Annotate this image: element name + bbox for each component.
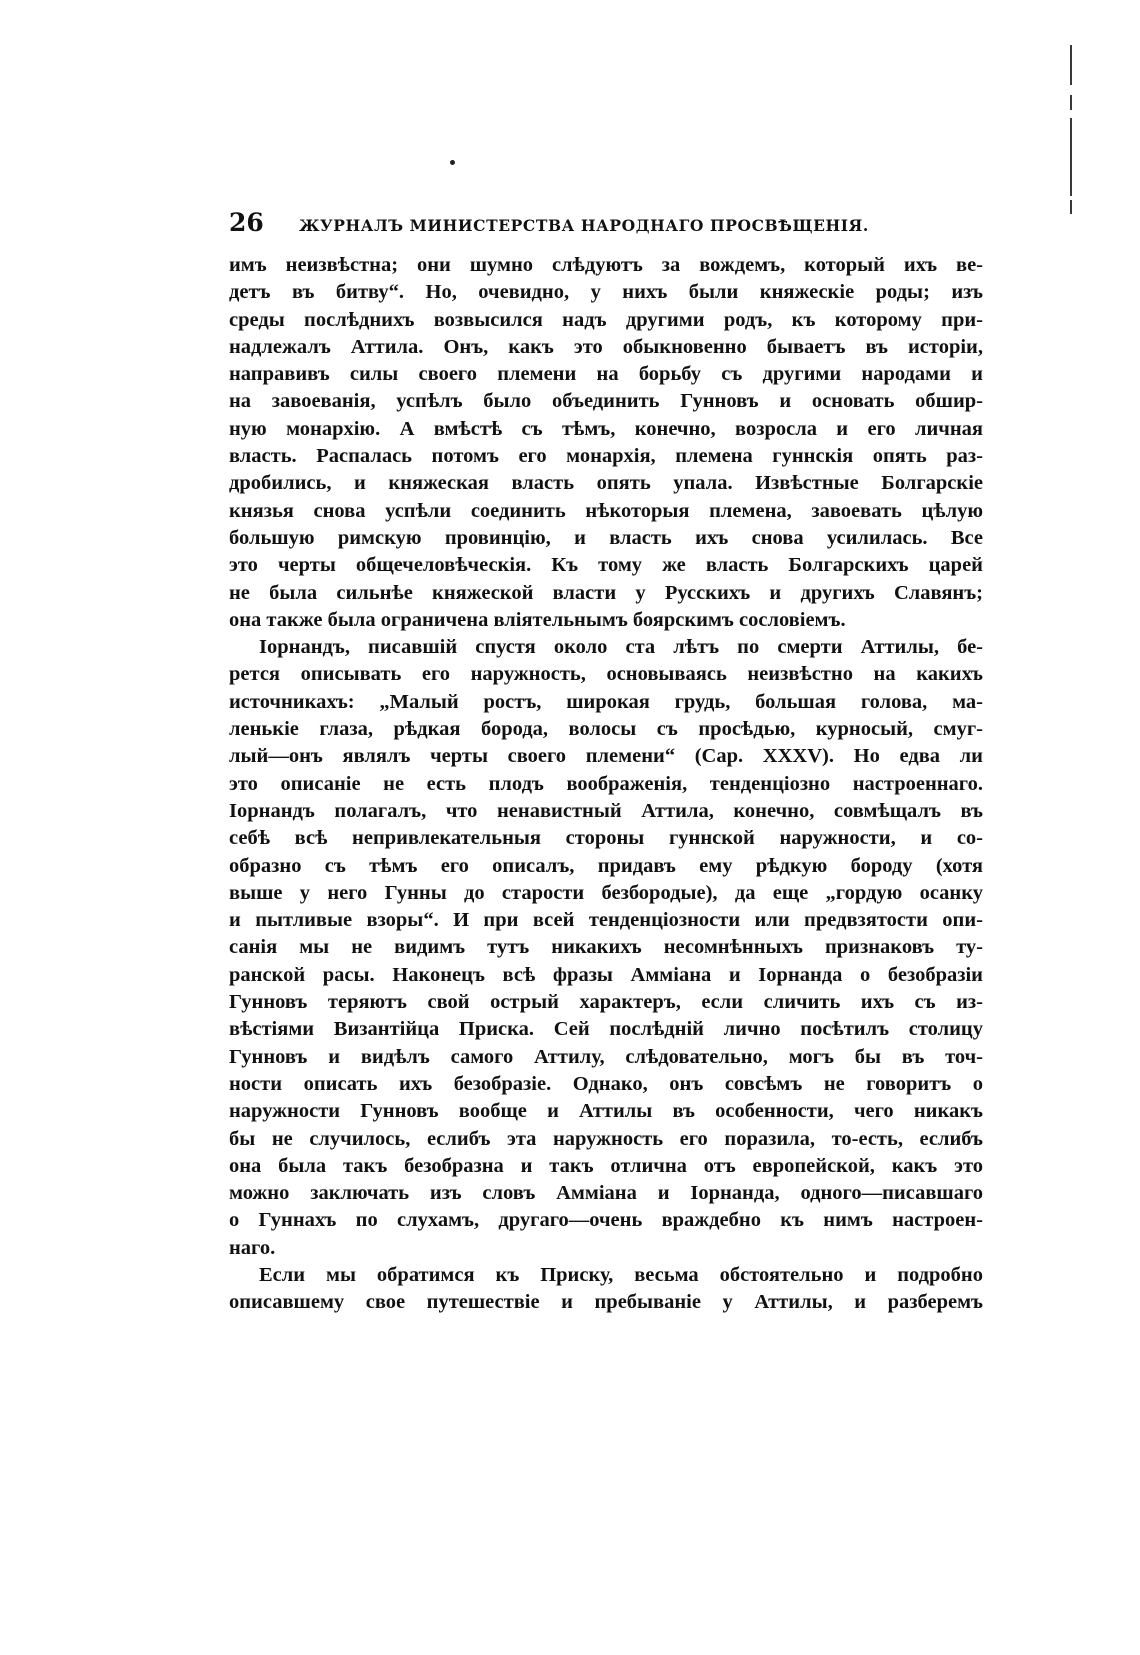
scan-edge-line (1070, 45, 1072, 85)
text-line: лый—онъ являлъ черты своего племени“ (Cap. XXXV). Но едва ли (229, 745, 983, 768)
text-line: о Гуннахъ по слухамъ, другаго—очень враждебно къ нимъ настроен- (229, 1209, 983, 1232)
text-line: Іорнандъ полагалъ, что ненавистный Аттила, конечно, совмѣщалъ въ (229, 799, 983, 822)
text-line: не была сильнѣе княжеской власти у Русскихъ и другихъ Славянъ; (229, 581, 983, 604)
text-line: большую римскую провинцію, и власть ихъ снова усилилась. Все (229, 526, 983, 549)
body-text (229, 252, 983, 1317)
scan-edge-line (1070, 118, 1072, 196)
page-number: 26 (229, 208, 264, 237)
text-line: наружности Гунновъ вообще и Аттилы въ особенности, чего никакъ (229, 1100, 983, 1123)
text-line: ранской расы. Наконецъ всѣ фразы Амміана и Іорнанда о безобразіи (229, 963, 983, 986)
text-line: дробились, и княжеская власть опять упала. Извѣстные Болгарскіе (229, 472, 983, 495)
text-line: вѣстіями Византійца Приска. Сей послѣдній лично посѣтилъ столицу (229, 1018, 983, 1041)
text-line: это описаніе не есть плодъ воображенія, тенденціозно настроеннаго. (229, 772, 983, 795)
text-line: ности описать ихъ безобразіе. Однако, онъ совсѣмъ не говоритъ о (229, 1072, 983, 1095)
text-line: источникахъ: „Малый ростъ, широкая грудь, большая голова, ма- (229, 690, 983, 713)
text-line: она также была ограничена вліятельнымъ боярскимъ сословіемъ. (229, 608, 846, 631)
text-line: себѣ всѣ непривлекательныя стороны гуннской наружности, и со- (229, 827, 983, 850)
text-line: санія мы не видимъ тутъ никакихъ несомнѣнныхъ признаковъ ту- (229, 936, 983, 959)
text-line: Гунновъ теряютъ свой острый характеръ, если сличить ихъ съ из- (229, 991, 983, 1014)
text-line: имъ неизвѣстна; они шумно слѣдуютъ за вождемъ, который ихъ ве- (229, 254, 983, 276)
text-line: Гунновъ и видѣлъ самого Аттилу, слѣдовательно, могъ бы въ точ- (229, 1045, 983, 1068)
text-line: ленькіе глаза, рѣдкая борода, волосы съ просѣдью, курносый, смуг- (229, 718, 983, 741)
text-line: наго. (229, 1236, 276, 1259)
page-header (229, 208, 869, 238)
text-line: образно съ тѣмъ его описалъ, придавъ ему рѣдкую бороду (хотя (229, 854, 983, 877)
text-line: Іорнандъ, писавшій спустя около ста лѣтъ по смерти Аттилы, бе- (259, 636, 983, 659)
running-title: ЖУРНАЛЪ МИНИСТЕРСТВА НАРОДНАГО ПРОСВѢЩЕНІЯ. (299, 216, 869, 235)
text-line: князья снова успѣли соединить нѣкоторыя племена, завоевать цѣлую (229, 499, 983, 522)
scan-edge-line (1070, 95, 1072, 110)
text-line: и пытливые взоры“. И при всей тенденціозности или предвзятости опи- (229, 909, 983, 932)
text-line: ную монархію. А вмѣстѣ съ тѣмъ, конечно, возросла и его личная (229, 417, 983, 440)
text-line: рется описывать его наружность, основываясь неизвѣстно на какихъ (229, 663, 983, 686)
text-line: среды послѣднихъ возвысился надъ другими родъ, къ которому при- (229, 308, 983, 331)
text-line: детъ въ битву“. Но, очевидно, у нихъ были княжескіе роды; изъ (229, 281, 983, 304)
text-line: бы не случилось, еслибъ эта наружность его поразила, то-есть, еслибъ (229, 1127, 983, 1150)
text-line: власть. Распалась потомъ его монархія, племена гуннскія опять раз- (229, 445, 983, 468)
text-line: можно заключать изъ словъ Амміана и Іорнанда, одного—писавшаго (229, 1182, 983, 1205)
scan-edge-line (1070, 200, 1072, 214)
text-line: описавшему свое путешествіе и пребываніе у Аттилы, и разберемъ (229, 1291, 983, 1314)
scan-speck (450, 160, 455, 165)
text-line: она была такъ безобразна и такъ отлична отъ европейской, какъ это (229, 1154, 983, 1177)
text-line: Если мы обратимся къ Приску, весьма обстоятельно и подробно (259, 1263, 983, 1286)
text-line: это черты общечеловѣческія. Къ тому же власть Болгарскихъ царей (229, 554, 983, 577)
text-line: на завоеванія, успѣлъ было объединить Гунновъ и основать обшир- (229, 390, 983, 413)
text-line: направивъ силы своего племени на борьбу съ другими народами и (229, 363, 983, 386)
text-line: выше у него Гунны до старости безбородые), да еще „гордую осанку (229, 881, 983, 904)
text-line: надлежалъ Аттила. Онъ, какъ это обыкновенно бываетъ въ исторіи, (229, 335, 983, 358)
